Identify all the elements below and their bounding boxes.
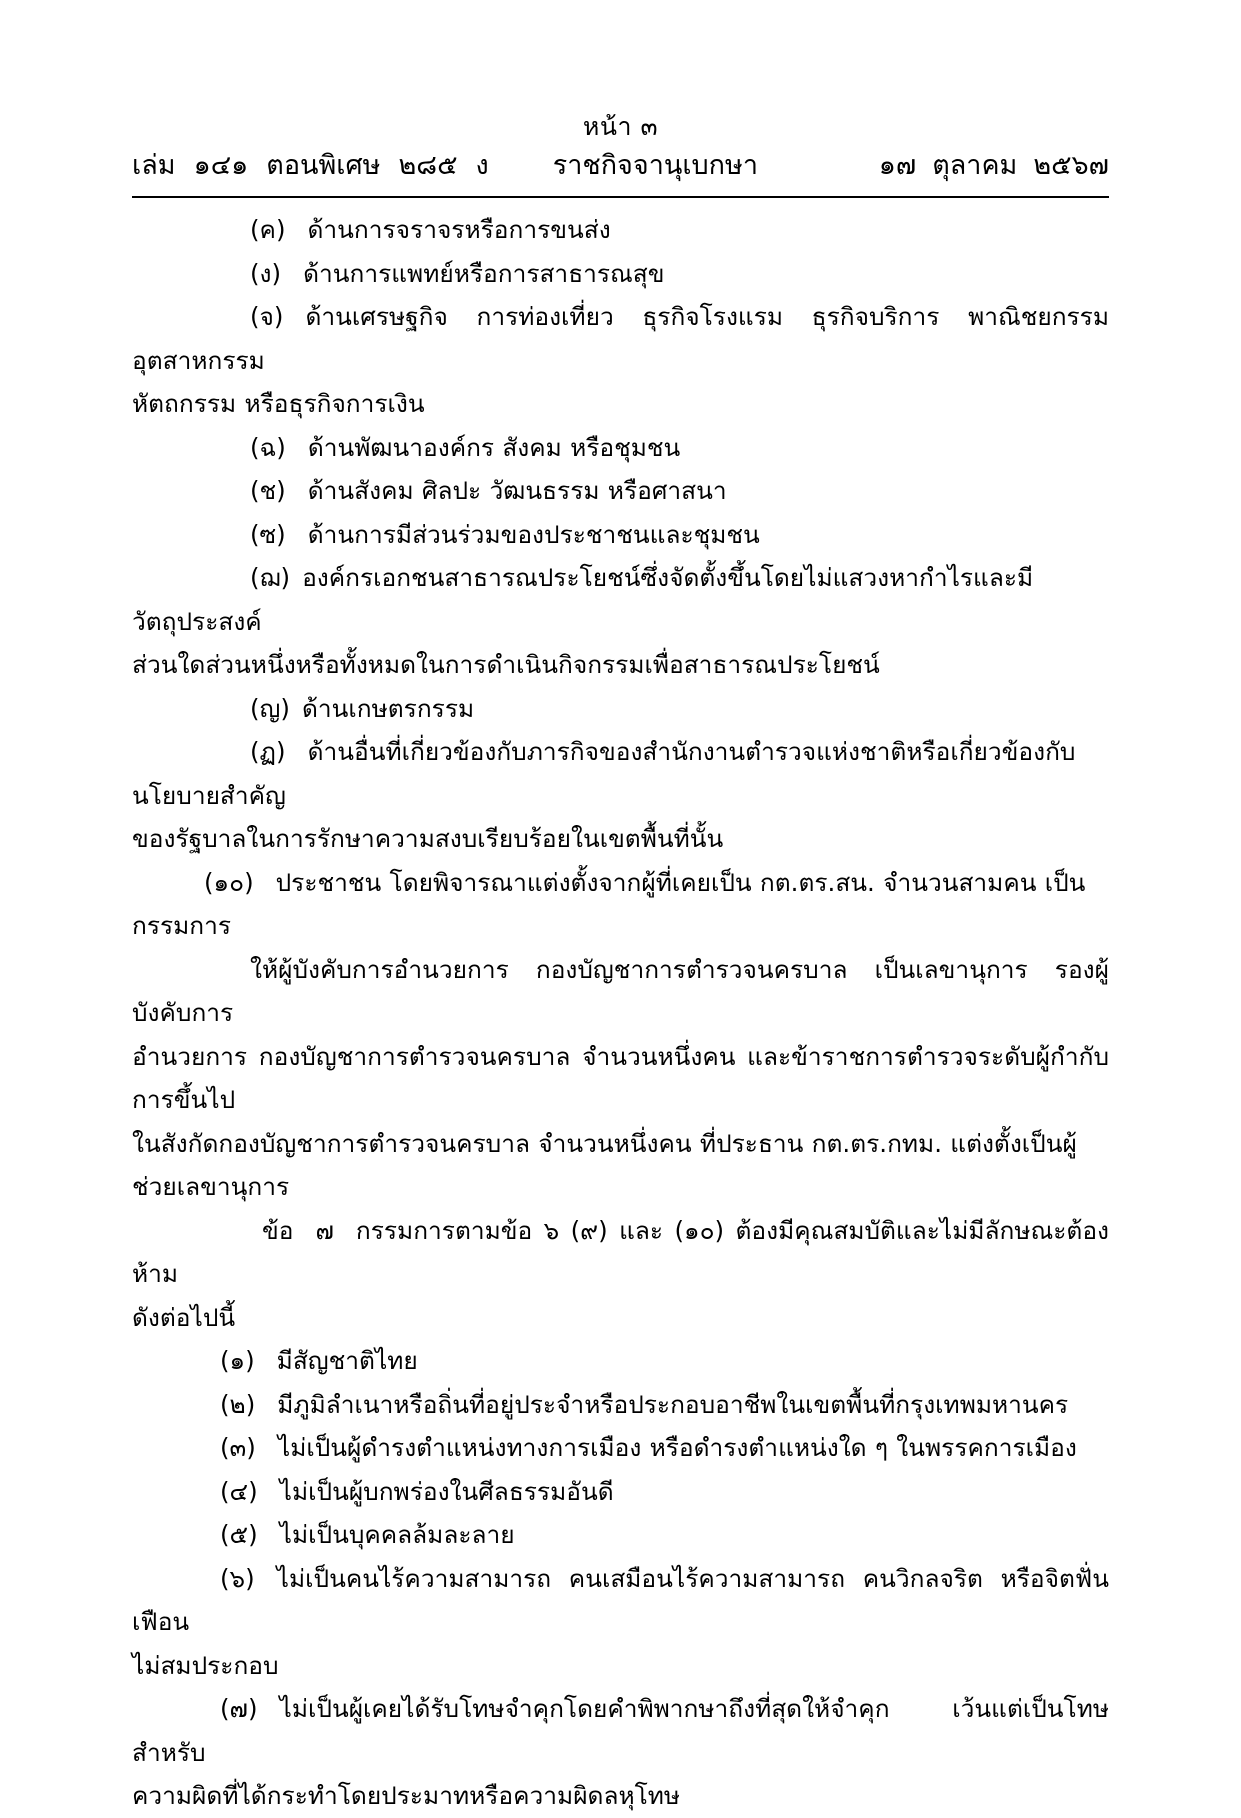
item-label: (จ) [250,302,284,331]
date-day: ๑๗ [878,150,917,181]
item-text: ด้านการมีส่วนร่วมของประชาชนและชุมชน [307,519,760,549]
list-item [132,513,1109,557]
list-item-continuation: ของรัฐบาลในการรักษาความสงบเรียบร้อยในเขตพื้นที่นั้น [132,824,724,853]
item-label: (๗) [220,1694,258,1723]
item-text: ไม่เป็นผู้บกพร่องในศีลธรรมอันดี [279,1476,614,1506]
item-label: (๓) [220,1433,256,1462]
date-year: ๒๕๖๗ [1033,150,1109,181]
item-label: (๑๐) [204,867,254,897]
secretary-paragraph-line-3: ในสังกัดกองบัญชาการตำรวจนครบาล จำนวนหนึ่งคน ที่ประธาน กต.ตร.กทม. แต่งตั้งเป็นผู้ช่วยเลขานุการ [132,1128,1077,1201]
date-month: ตุลาคม [932,150,1018,181]
qualification-item [132,1557,1109,1644]
list-item-continuation: ส่วนใดส่วนหนึ่งหรือทั้งหมดในการดำเนินกิจกรรมเพื่อสาธารณประโยชน์ [132,650,880,679]
volume-label: เล่ม [132,150,176,181]
item-text: มีสัญชาติไทย [276,1346,418,1375]
qualification-item [132,1426,1109,1470]
item-text: ไม่เป็นคนไร้ความสามารถ คนเสมือนไร้ความสามารถ คนวิกลจริต หรือจิตฟั่นเฟือน [132,1563,1109,1636]
item-label: (๕) [220,1520,258,1549]
item-label: (ฌ) [250,563,291,592]
secretary-paragraph-line-2: อำนวยการ กองบัญชาการตำรวจนครบาล จำนวนหนึ่งคน และข้าราชการตำรวจระดับผู้กำกับการขึ้นไป [132,1041,1109,1114]
item-text: ไม่เป็นผู้เคยได้รับโทษจำคุกโดยคำพิพากษาถึงที่สุดให้จำคุก เว้นแต่เป็นโทษสำหรับ [132,1694,1109,1767]
list-item [132,687,1109,731]
section-label: ตอนพิเศษ [266,150,381,181]
section-number: ๒๘๕ [398,150,458,181]
item-text: ด้านพัฒนาองค์กร สังคม หรือชุมชน [307,432,681,462]
list-item [132,861,1109,948]
qualification-item [132,1513,1109,1557]
gazette-header-row [132,150,1109,182]
item-label: (ฏ) [250,737,286,766]
publication-date-group [879,150,1109,182]
item-label: (ง) [250,258,282,288]
gazette-name: ราชกิจจานุเบกษา [552,150,758,181]
section-letter: ง [475,150,489,181]
item-text: ไม่เป็นบุคคลล้มละลาย [279,1520,515,1549]
list-item [132,252,1109,296]
qualification-item [132,1687,1109,1774]
item-text: ด้านเกษตรกรรม [302,693,475,723]
clause-label: ข้อ [262,1215,294,1245]
secretary-paragraph-line-1: ให้ผู้บังคับการอำนวยการ กองบัญชาการตำรวจนครบาล เป็นเลขานุการ รองผู้บังคับการ [132,954,1109,1027]
clause-7-continuation: ดังต่อไปนี้ [132,1302,236,1332]
page-number-header [0,112,1241,142]
item-label: (ญ) [250,693,290,723]
item-label: (๖) [220,1563,255,1593]
item-label: (ค) [250,215,286,244]
list-item-continuation: หัตถกรรม หรือธุรกิจการเงิน [132,389,425,418]
list-item [132,556,1109,643]
volume-section-group [132,150,489,182]
clause-7-heading [132,1209,1109,1296]
header-divider-rule [132,196,1109,198]
qualification-item [132,1383,1109,1427]
item-text: องค์กรเอกชนสาธารณประโยชน์ซึ่งจัดตั้งขึ้นโดยไม่แสวงหากำไรและมีวัตถุประสงค์ [132,563,1034,636]
list-item [132,730,1109,817]
document-body [132,208,1109,1818]
item-text: ด้านเศรษฐกิจ การท่องเที่ยว ธุรกิจโรงแรม ธุรกิจบริการ พาณิชยกรรม อุตสาหกรรม [132,302,1109,375]
list-item [132,208,1109,252]
item-text: ด้านการแพทย์หรือการสาธารณสุข [303,258,665,288]
clause-text: กรรมการตามข้อ ๖ (๙) และ (๑๐) ต้องมีคุณสมบัติและไม่มีลักษณะต้องห้าม [132,1215,1109,1288]
item-text: ด้านการจราจรหรือการขนส่ง [307,215,611,244]
item-text: ด้านอื่นที่เกี่ยวข้องกับภารกิจของสำนักงานตำรวจแห่งชาติหรือเกี่ยวข้องกับนโยบายสำคัญ [132,737,1076,810]
qualification-item-continuation: ความผิดที่ได้กระทำโดยประมาทหรือความผิดลหุโทษ [132,1781,681,1810]
item-text: ประชาชน โดยพิจารณาแต่งตั้งจากผู้ที่เคยเป็น กต.ตร.สน. จำนวนสามคน เป็นกรรมการ [132,867,1086,940]
item-label: (ซ) [250,519,286,549]
qualification-item [132,1470,1109,1514]
qualification-item-continuation: ไม่สมประกอบ [132,1650,279,1680]
item-label: (๔) [220,1476,258,1506]
item-text: ด้านสังคม ศิลปะ วัฒนธรรม หรือศาสนา [307,476,727,505]
list-item [132,469,1109,513]
item-label: (๑) [220,1346,255,1375]
list-item [132,426,1109,470]
item-text: ไม่เป็นผู้ดำรงตำแหน่งทางการเมือง หรือดำรงตำแหน่งใด ๆ ในพรรคการเมือง [277,1433,1077,1462]
item-text: มีภูมิลำเนาหรือถิ่นที่อยู่ประจำหรือประกอบอาชีพในเขตพื้นที่กรุงเทพมหานคร [277,1389,1069,1419]
item-label: (ฉ) [250,432,286,462]
list-item [132,295,1109,382]
page-label: หน้า ๓ [582,112,659,141]
qualification-item [132,1339,1109,1383]
volume-number: ๑๔๑ [193,150,249,181]
clause-number: ๗ [315,1215,334,1245]
item-label: (๒) [220,1389,256,1419]
item-label: (ช) [250,476,286,505]
